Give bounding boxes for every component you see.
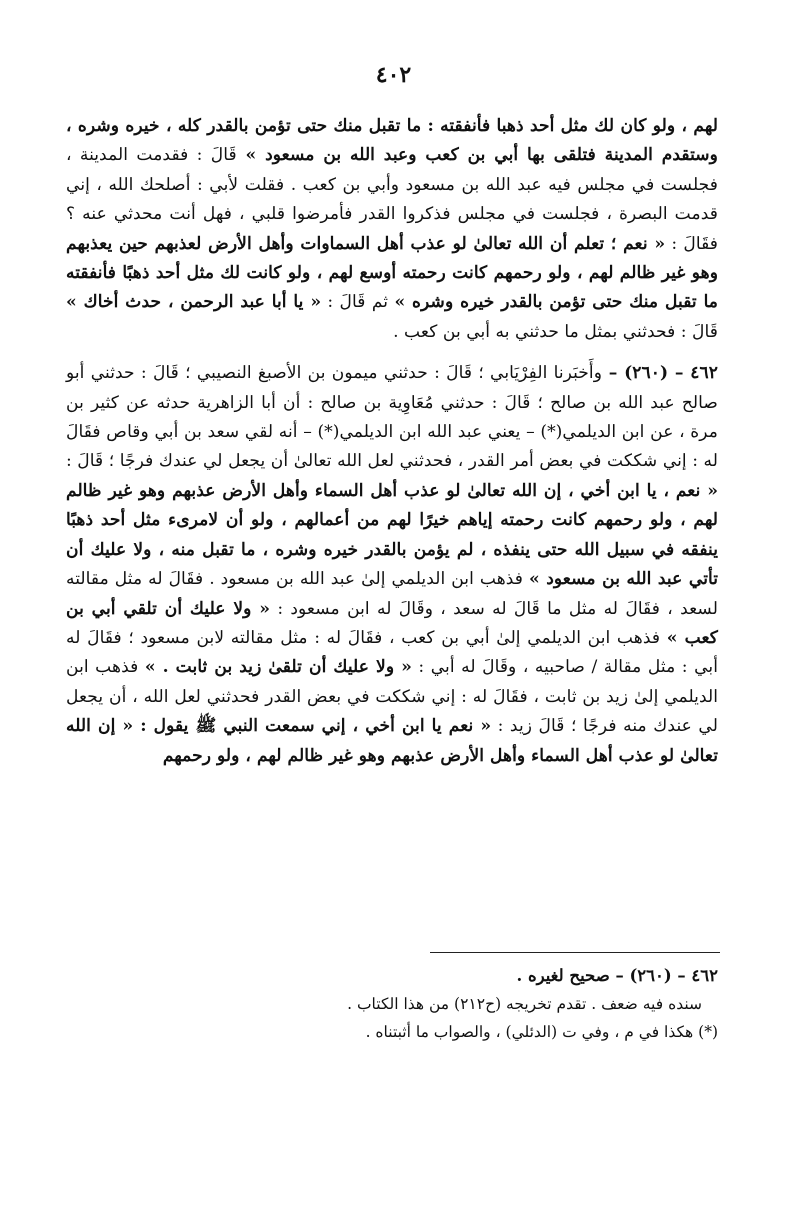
bold-text-run: « نعم ؛ تعلم أن الله تعالىٰ لو عذب أهل السماوات وأهل الأرض لعذبهم حين يعذبهم وهو غير ظالم لهم ، ولو رحمهم كانت رحمته أوسع لهم ، ولو كانت لك مثل أحد ذهبًا فأنفقته ما تقبل منك حتى تؤمن بالقدر خيره وشره » [66,233,719,313]
text-run: فذهب ابن الديلمي إلىٰ أبي بن كعب ، فقَالَ له : مثل مقالته لابن مسعود ؛ فقَالَ له أبي : مثل مقالة / صاحبيه ، وقَالَ له أبي : [66,627,718,678]
bold-text-run: « نعم ، يا ابن أخي ، إن الله تعالىٰ لو عذب أهل السماء وأهل الأرض عذبهم وهو غير ظالم لهم ، ولو رحمهم كانت رحمته إياهم خيرًا لهم من أعمالهم ، ولو أن لامرىء مثل أحد ذهبًا ينفقه في سبيل الله حتى ينفذه ، لم يؤمن بالقدر خيره وشره ، ما تقبل منه ، ولا عليك أن تأتي عبد الله بن مسعود » [66,480,718,590]
text-run: ثم قَالَ : [321,292,395,313]
bold-text-run: « ولا عليك أن تلقىٰ زيد بن ثابت . » [144,657,412,678]
text-run: فذهب ابن الديلمي إلىٰ زيد بن ثابت ، فقَالَ له : إني شككت في بعض القدر فحدثني لعل الله ، أن يجعل لي عندك منه فرجًا ؛ قَالَ زيد : [66,657,718,737]
text-run: قَالَ : فحدثني بمثل ما حدثني به أبي بن كعب . [393,321,718,342]
bold-text-run: « يا أبا عبد الرحمن ، حدث أخاك » [66,292,322,313]
footnote-divider [430,952,720,953]
footnote-line: سنده فيه ضعف . تقدم تخريجه (ح٢١٢) من هذا الكتاب . [347,995,702,1013]
text-run: (*) [540,422,563,443]
page-number: ٤٠٢ [375,62,412,88]
footnotes [66,962,718,1046]
main-text [66,112,718,771]
footnote-note: (*) هكذا في م ، وفي ت (الدئلي) ، والصواب ما أثبتناه . [365,1023,718,1041]
bold-text-run: ٤٦٢ – (٢٦٠) – [602,363,718,384]
bold-text-run: « نعم يا ابن أخي ، إني سمعت النبي ﷺ يقول : « إن الله تعالىٰ لو عذب أهل السماء وأهل الأرض عذبهم وهو غير ظالم لهم ، ولو رحمهم [66,716,718,766]
text-run: – يعني عبد الله ابن الديلمي [339,422,541,443]
text-run: (*) [317,422,340,443]
bold-text-run: « ولا عليك أن تلقي أبي بن كعب » [66,598,718,648]
text-run: وأَخبَرنا الفِرْيَابي ؛ قَالَ : حدثني ميمون بن الأصبغ النصيبي ؛ قَالَ : حدثني أبو صالح عبد الله بن صالح ؛ قَالَ : حدثني مُعَاوِية بن صالح : أن أبا الزاهرية حدثه عن كثير بن مرة ، عن ابن الديلمي [66,363,718,443]
text-run: قَالَ : فقدمت المدينة ، فجلست في مجلس فيه عبد الله بن مسعود وأبي بن كعب . فقلت لأبي : أصلحك الله ، إني قدمت البصرة ، فجلست في مجلس فذكروا القدر فأمرضوا قلبي ، فهل أنت محدثي عنه ؟ فقَالَ : [66,145,718,254]
text-run: فذهب ابن الديلمي إلىٰ عبد الله بن مسعود . فقَالَ له مثل مقالته لسعد ، فقَالَ له مثل ما قَالَ له سعد ، وقَالَ له ابن مسعود : [66,569,718,619]
text-paragraph [66,112,718,347]
text-paragraph [66,359,718,771]
footnote-title: ٤٦٢ – (٢٦٠) – صحيح لغيره . [516,966,718,985]
bold-text-run: لهم ، ولو كان لك مثل أحد ذهبا فأنفقته : ما تقبل منك حتى تؤمن بالقدر كله ، خيره وشره ، وستقدم المدينة فتلقى بها أبي بن كعب وعبد الله بن مسعود » [66,116,718,166]
text-run: – أنه لقي سعد بن أبي وقاص فقَالَ له : إني شككت في بعض أمر القدر ، فحدثني لعل الله تعالىٰ أن يجعل لي عندك فرجًا ؛ قَالَ : [66,422,718,472]
